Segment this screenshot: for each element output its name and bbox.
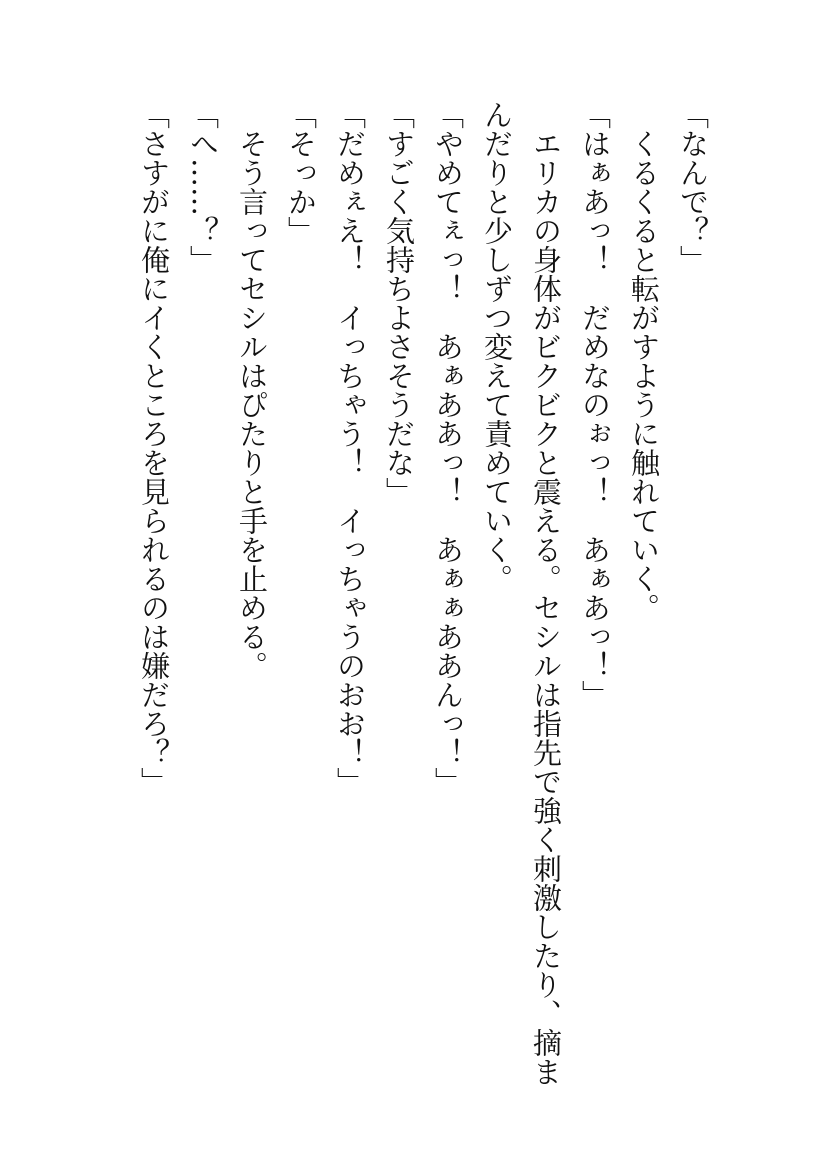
text-line: 「へ……？」 [186,100,220,274]
text-line: くるくると転がすように触れていく。 [627,100,661,622]
text-line: 「はぁあっ！ だめなのぉっ！ あぁあっ！」 [578,100,612,709]
text-line: 「すごく気持ちよさそうだな」 [382,100,416,506]
text-line: 「やめてぇっ！ あぁああっ！ あぁぁああんっ！」 [431,100,465,796]
text-line: 「さすがに俺にイくところを見られるのは嫌だろ？」 [137,100,171,796]
text-line: エリカの身体がビクビクと震える。セシルは指先で強く刺激したり、摘まんだりと少しずつ変えて責めていく。 [480,100,563,1086]
text-line: 「そっか」 [284,100,318,245]
vertical-text-body [129,100,717,1090]
text-line: そう言ってセシルはぴたりと手を止める。 [235,100,269,680]
text-line: 「だめぇえ！ イっちゃう！ イっちゃうのおお！」 [333,100,367,796]
text-line: 「なんで？」 [676,100,710,274]
